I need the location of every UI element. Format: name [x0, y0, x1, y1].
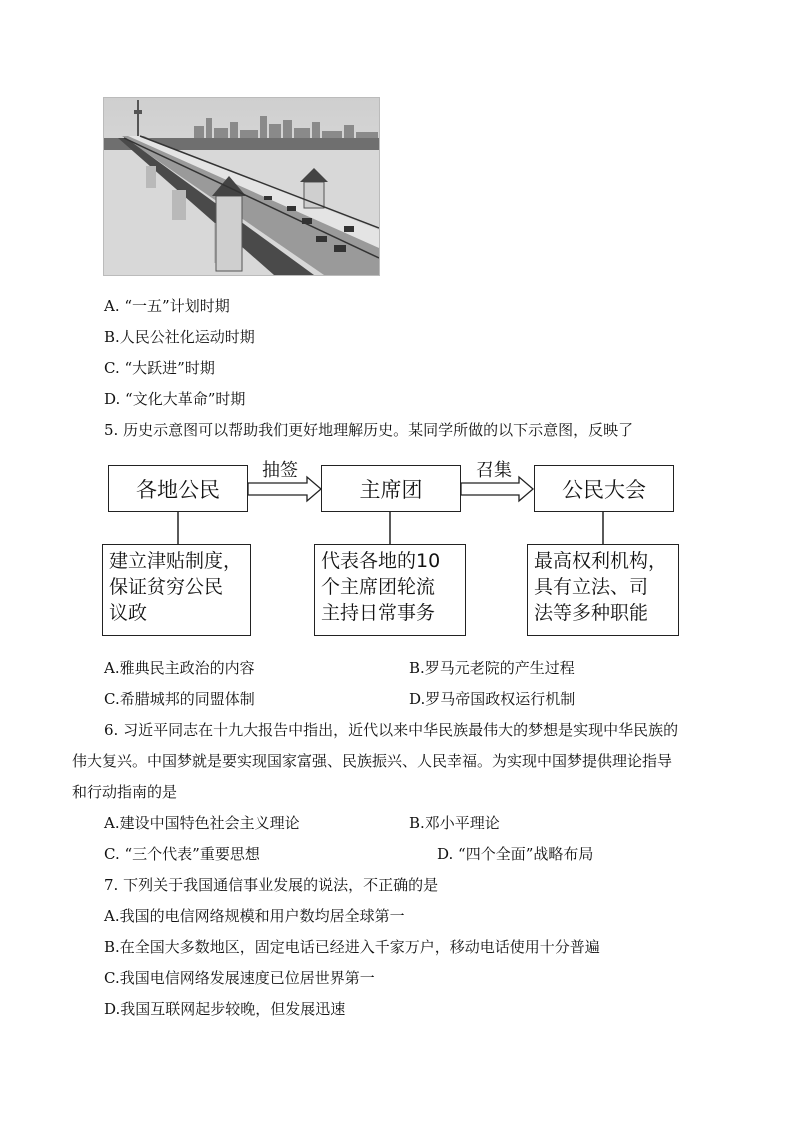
q5-stem: 5. 历史示意图可以帮助我们更好地理解历史。某同学所做的以下示意图，反映了 [104, 421, 634, 439]
note-supreme-authority: 最高权利机构， 具有立法、司 法等多种职能 [527, 544, 679, 636]
q5-option-a: A.雅典民主政治的内容 [104, 659, 255, 677]
q7-stem: 7. 下列关于我国通信事业发展的说法，不正确的是 [104, 876, 439, 894]
q5-option-c: C.希腊城邦的同盟体制 [104, 690, 255, 708]
q6-option-d: D. “四个全面”战略布局 [437, 845, 594, 863]
box-citizens: 各地公民 [108, 465, 248, 512]
q4-option-a: A. “一五”计划时期 [104, 297, 230, 315]
q7-option-b: B.在全国大多数地区，固定电话已经进入千家万户，移动电话使用十分普遍 [104, 938, 600, 956]
q6-option-a: A.建设中国特色社会主义理论 [104, 814, 300, 832]
q4-option-c: C. “大跃进”时期 [104, 359, 215, 377]
box-assembly: 公民大会 [534, 465, 674, 512]
arrow-label-convene: 召集 [476, 460, 512, 481]
q7-option-d: D.我国互联网起步较晚，但发展迅速 [104, 1000, 346, 1018]
q6-option-b: B.邓小平理论 [409, 814, 500, 832]
q7-option-c: C.我国电信网络发展速度已位居世界第一 [104, 969, 375, 987]
q6-option-c: C. “三个代表”重要思想 [104, 845, 260, 863]
q6-stem-line-2: 伟大复兴。中国梦就是要实现国家富强、民族振兴、人民幸福。为实现中国梦提供理论指导 [72, 752, 673, 770]
note-presidium-rotation: 代表各地的10 个主席团轮流 主持日常事务 [314, 544, 466, 636]
q5-option-b: B.罗马元老院的产生过程 [409, 659, 575, 677]
arrow-label-lottery: 抽签 [262, 460, 298, 481]
note-allowance-system: 建立津贴制度， 保证贫穷公民 议政 [102, 544, 251, 636]
q6-stem-line-1: 6. 习近平同志在十九大报告中指出，近代以来中华民族最伟大的梦想是实现中华民族的 [104, 721, 679, 739]
q5-option-d: D.罗马帝国政权运行机制 [409, 690, 576, 708]
q4-option-d: D. “文化大革命”时期 [104, 390, 246, 408]
q6-stem-line-3: 和行动指南的是 [72, 783, 178, 801]
box-presidium: 主席团 [321, 465, 461, 512]
q7-option-a: A.我国的电信网络规模和用户数均居全球第一 [104, 907, 405, 925]
q4-option-b: B.人民公社化运动时期 [104, 328, 255, 346]
